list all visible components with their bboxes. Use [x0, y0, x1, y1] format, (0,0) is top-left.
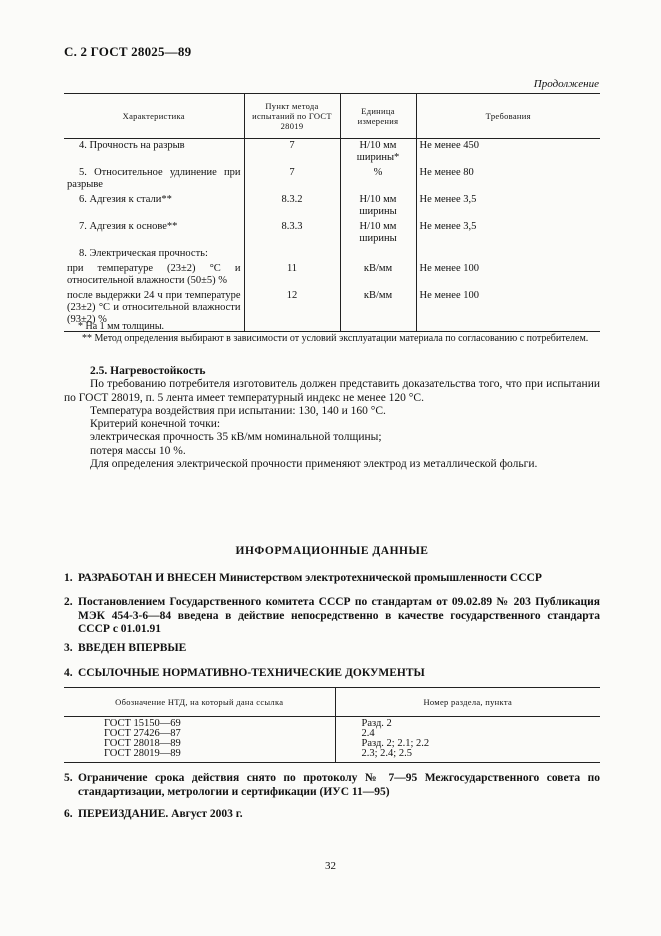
row-unit: Н/10 мм ширины* — [340, 139, 416, 167]
table-row — [64, 139, 600, 167]
row-name: 4. Прочность на разрыв — [79, 140, 185, 151]
info-item-text: ВВЕДЕН ВПЕРВЫЕ — [78, 642, 187, 654]
row-requirement: Не менее 3,5 — [416, 220, 600, 247]
paragraph: электрическая прочность 35 кВ/мм номинальной толщины; — [90, 431, 382, 444]
row-requirement: Не менее 100 — [416, 289, 600, 332]
row-clause: 8.3.3 — [244, 220, 340, 247]
col-header-document: Обозначение НТД, на который дана ссылка — [64, 688, 335, 717]
info-item-number: 2. — [64, 596, 73, 608]
footnote: ** Метод определения выбирают в зависимости от условий эксплуатации материала по согласованию с потребителем. — [82, 333, 589, 344]
info-section-title: ИНФОРМАЦИОННЫЕ ДАННЫЕ — [235, 545, 429, 557]
info-item — [64, 572, 600, 586]
col-header-characteristic: Характеристика — [64, 94, 244, 139]
page-header: С. 2 ГОСТ 28025—89 — [64, 44, 192, 59]
row-name: 8. Электрическая прочность: — [79, 248, 208, 259]
info-item-number: 1. — [64, 572, 73, 584]
table-footnotes — [64, 321, 600, 345]
continuation-label: Продолжение — [533, 78, 599, 90]
row-unit — [340, 247, 416, 262]
section-list: Разд. 2 2.4 Разд. 2; 2.1; 2.2 2.3; 2.4; 2.5 — [335, 717, 600, 763]
info-item-text: Ограничение срока действия снято по протоколу № 7—95 Межгосударственного совета по стандартизации, метрологии и сертификации (ИУС 11—95) — [78, 772, 600, 798]
info-item — [64, 596, 600, 637]
row-name: 6. Адгезия к стали** — [79, 194, 172, 205]
row-requirement: Не менее 80 — [416, 166, 600, 193]
section-title: 2.5. Нагревостойкость — [90, 365, 206, 377]
referenced-documents-table — [64, 687, 600, 763]
paragraph: По требованию потребителя изготовитель должен представить доказательства того, что при испытании по ГОСТ 28019, п. 5 лента имеет температурный индекс не менее 120 °С. — [64, 378, 600, 404]
info-item — [64, 808, 600, 822]
table-row — [64, 220, 600, 247]
row-clause: 7 — [244, 139, 340, 167]
row-name: при температуре (23±2) °С и относительной влажности (50±5) % — [67, 263, 241, 286]
row-requirement: Не менее 100 — [416, 262, 600, 289]
row-name: 7. Адгезия к основе** — [79, 221, 178, 232]
info-item-text: РАЗРАБОТАН И ВНЕСЕН Министерством электротехнической промышленности СССР — [78, 572, 542, 584]
info-item-number: 6. — [64, 808, 73, 820]
row-requirement: Не менее 3,5 — [416, 193, 600, 220]
table-header-row — [64, 94, 600, 139]
row-unit: Н/10 мм ширины — [340, 220, 416, 247]
document-list: ГОСТ 15150—69 ГОСТ 27426—87 ГОСТ 28018—89 ГОСТ 28019—89 — [64, 717, 335, 763]
table-row — [64, 247, 600, 262]
row-unit: кВ/мм — [340, 262, 416, 289]
table-header-row — [64, 688, 600, 717]
row-clause: 12 — [244, 289, 340, 332]
row-requirement: Не менее 450 — [416, 139, 600, 167]
row-unit: кВ/мм — [340, 289, 416, 332]
table-row — [64, 166, 600, 193]
paragraph: Критерий конечной точки: — [90, 418, 221, 431]
col-header-requirements: Требования — [416, 94, 600, 139]
table-row — [64, 193, 600, 220]
row-unit: % — [340, 166, 416, 193]
footnote: * На 1 мм толщины. — [78, 321, 165, 332]
info-item-text: ССЫЛОЧНЫЕ НОРМАТИВНО-ТЕХНИЧЕСКИЕ ДОКУМЕНТЫ — [78, 667, 425, 679]
row-clause: 8.3.2 — [244, 193, 340, 220]
info-item-number: 4. — [64, 667, 73, 679]
section-heat-resistance — [64, 365, 600, 471]
info-item-number: 3. — [64, 642, 73, 654]
paragraph: Для определения электрической прочности применяют электрод из металлической фольги. — [90, 458, 538, 471]
row-clause: 11 — [244, 262, 340, 289]
info-item — [64, 667, 600, 681]
info-item-text: Постановлением Государственного комитета СССР по стандартам от 09.02.89 № 203 Публикация МЭК 454-3-6—84 введена в действие непосредственно в качестве государственного стандарта СССР с 01.01.91 — [78, 596, 600, 635]
table-row — [64, 717, 600, 763]
col-header-unit: Единица измерения — [340, 94, 416, 139]
col-header-section: Номер раздела, пункта — [335, 688, 600, 717]
row-name: после выдержки 24 ч при температуре (23±2) °С и относительной влажности (93±2) % — [64, 289, 244, 332]
row-clause: 7 — [244, 166, 340, 193]
info-item-text: ПЕРЕИЗДАНИЕ. Август 2003 г. — [78, 808, 243, 820]
row-unit: Н/10 мм ширины — [340, 193, 416, 220]
paragraph: потеря массы 10 %. — [90, 444, 186, 457]
row-requirement — [416, 247, 600, 262]
table-row — [64, 262, 600, 289]
info-item — [64, 642, 600, 656]
info-item-number: 5. — [64, 772, 73, 784]
page-number: 32 — [325, 860, 336, 872]
paragraph: Температура воздействия при испытании: 130, 140 и 160 °С. — [90, 404, 386, 417]
requirements-table — [64, 93, 600, 332]
row-clause — [244, 247, 340, 262]
row-name: 5. Относительное удлинение при разрыве — [67, 167, 241, 190]
col-header-method-clause: Пункт метода испытаний по ГОСТ 28019 — [244, 94, 340, 139]
info-item — [64, 772, 600, 799]
